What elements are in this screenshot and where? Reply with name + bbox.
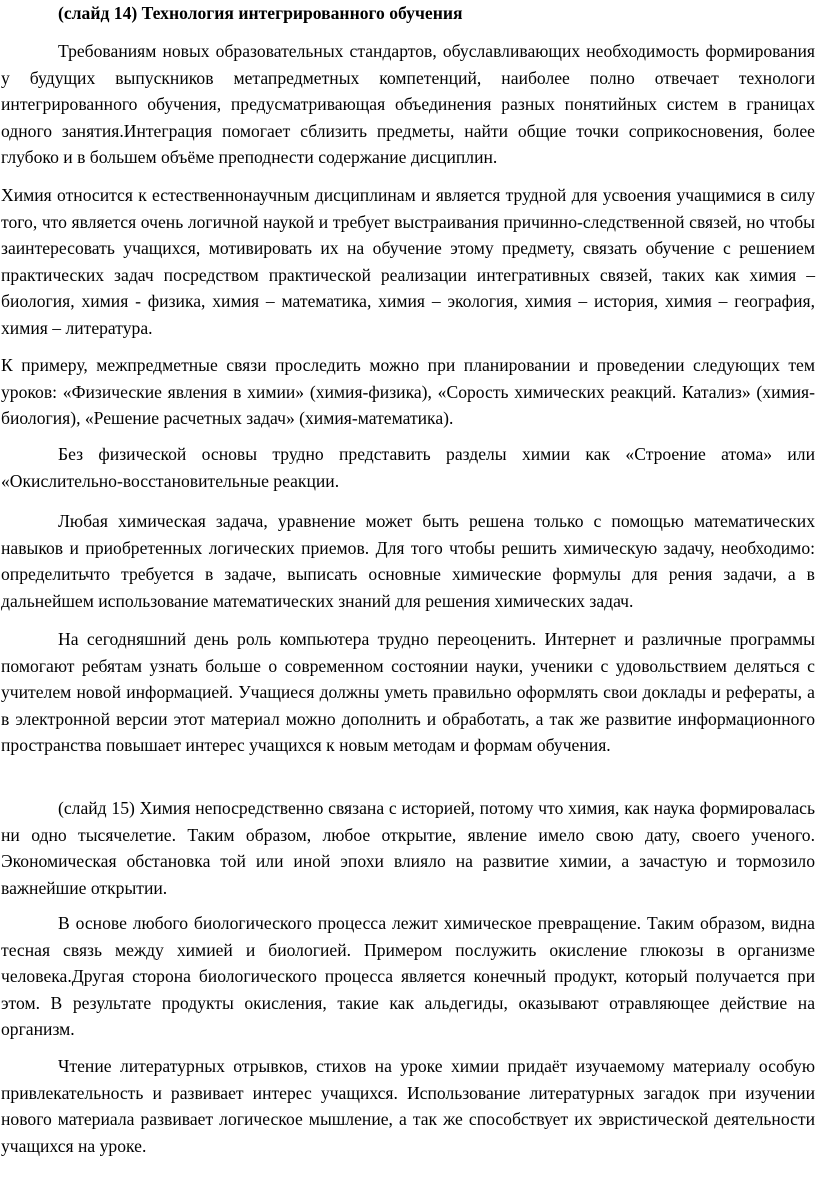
- paragraph-history-link: (слайд 15) Химия непосредственно связана с историей, потому что химия, как наука формировалась ни одно тысячелетие. Таким образом, любое открытие, явление имело свою дату, своего ученого. Экономическая обстановка той или иной эпохи влияло на развитие химии, а зачастую и тормозило важнейшие открытии.: [1, 798, 815, 898]
- paragraph-literature-link: Чтение литературных отрывков, стихов на уроке химии придаёт изучаемому материалу особую привлекательность и развивает интерес учащихся. Использование литературных загадок при изучении нового материала развивает логическое мышление, а так же способствует их эвристической деятельности учащихся на уроке.: [1, 1056, 815, 1156]
- paragraph-computer-role: На сегодняшний день роль компьютера трудно переоценить. Интернет и различные программы помогают ребятам узнать больше о современном состоянии науки, ученики с удовольствием деляться с учителем новой информацией. Учащиеся должны уметь правильно оформлять свои доклады и рефераты, а в электронной версии этот материал можно дополнить и обработать, а так же развитие информационного пространства повышает интерес учащихся к новым методам и формам обучения.: [1, 629, 815, 756]
- paragraph-chemistry-discipline: Химия относится к естественнонаучным дисциплинам и является трудной для усвоения учащимися в силу того, что является очень логичной наукой и требует выстраивания причинно-следственной связей, но чтобы заинтересовать учащихся, мотивировать их на обучение этому предмету, связать обучение с решением практических задач посредством практической реализации интегративных связей, таких как химия –биология, химия - физика, химия – математика, химия – экология, химия – история, химия – география, химия – литература.: [1, 185, 815, 338]
- paragraph-biology-link: В основе любого биологического процесса лежит химическое превращение. Таким образом, видна тесная связь между химией и биологией. Примером послужить окисление глюкозы в организме человека.Другая сторона биологического процесса является конечный продукт, который получается при этом. В результате продукты окисления, такие как альдегиды, оказывают отравляющее действие на организм.: [1, 913, 815, 1040]
- paragraph-lesson-examples: К примеру, межпредметные связи проследить можно при планировании и проведении следующих тем уроков: «Физические явления в химии» (химия-физика), «Сорость химических реакций. Катализ» (химия-биология), «Решение расчетных задач» (химия-математика).: [1, 355, 815, 429]
- paragraph-physics-basis: Без физической основы трудно представить разделы химии как «Строение атома» или «Окислительно-восстановительные реакции.: [1, 444, 815, 491]
- document-title: (слайд 14) Технология интегрированного обучения: [58, 3, 463, 23]
- paragraph-integrated-learning: Требованиям новых образовательных стандартов, обуславливающих необходимость формирования у будущих выпускников метапредметных компетенций, наиболее полно отвечает технологи интегрированного обучения, предусматривающая объединения разных понятийных систем в границах одного занятия.Интеграция помогает сблизить предметы, найти общие точки соприкосновения, более глубоко и в большем объёме преподнести содержание дисциплин.: [1, 41, 815, 168]
- paragraph-math-skills: Любая химическая задача, уравнение может быть решена только с помощью математических навыков и приобретенных логических приемов. Для того чтобы решить химическую задачу, необходимо: определитьчто требуется в задаче, выписать основные химические формулы для рения задачи, а в дальнейшем использование математических знаний для решения химических задач.: [1, 511, 815, 611]
